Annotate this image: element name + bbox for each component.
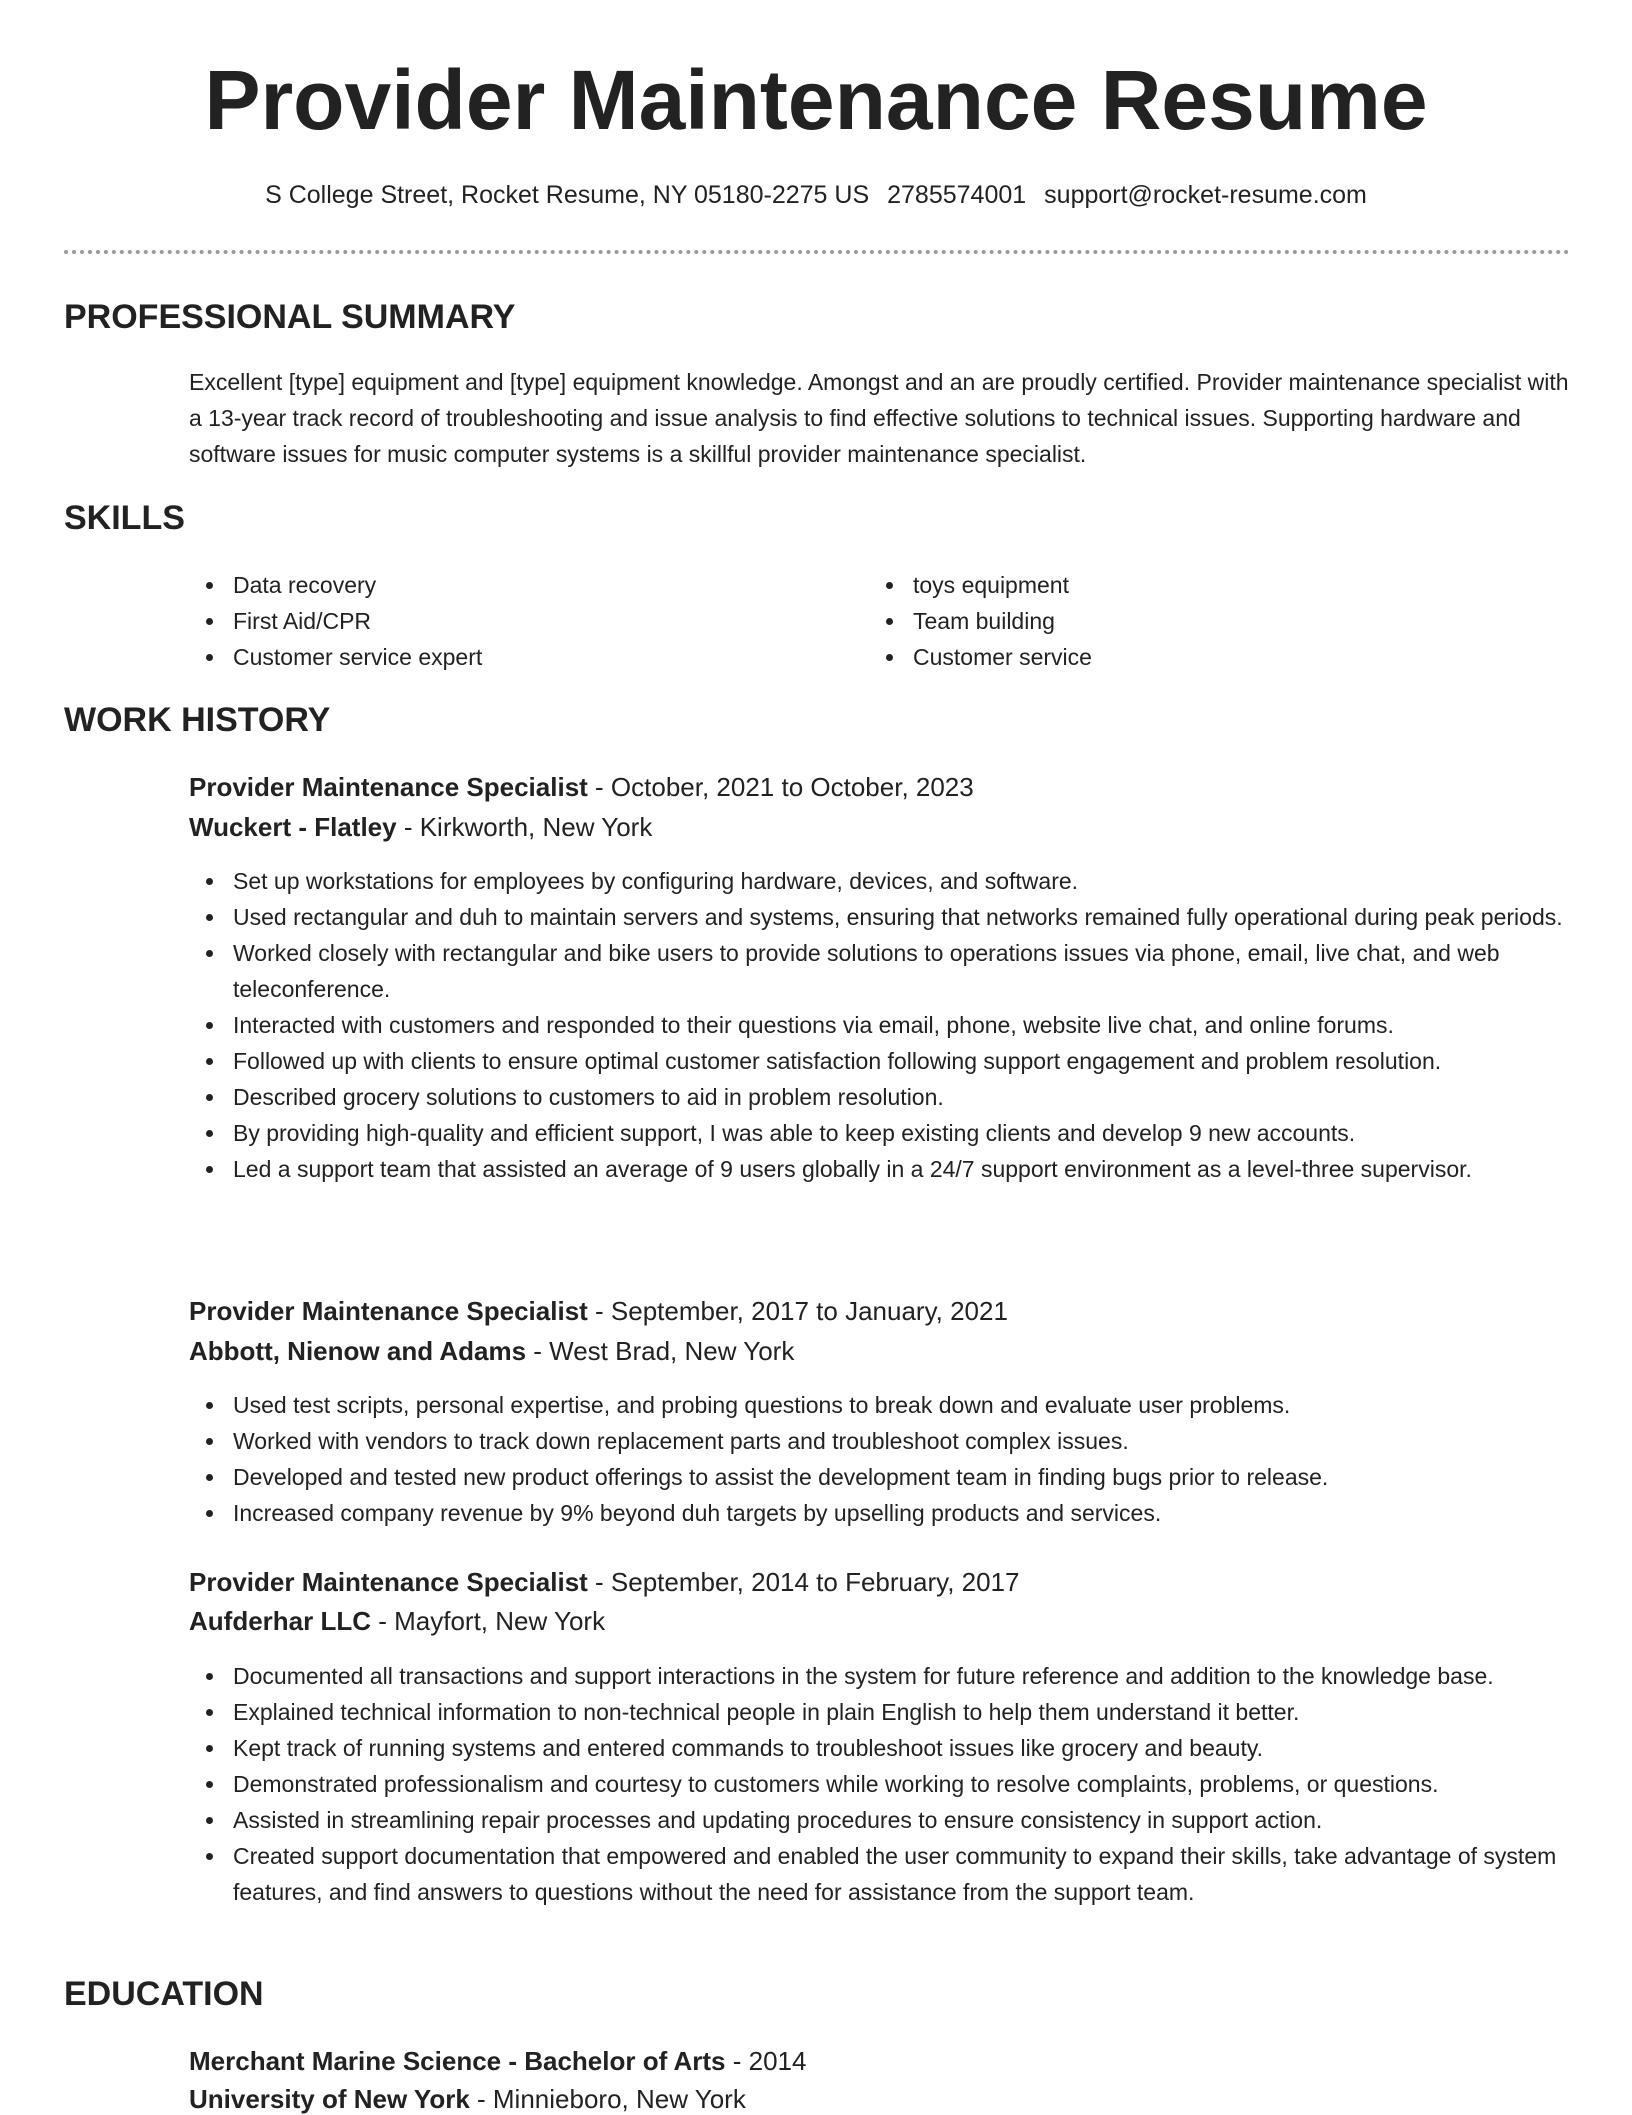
- contact-address: S College Street, Rocket Resume, NY 05180-2275 US: [265, 181, 870, 209]
- job-bullet: Used rectangular and duh to maintain servers and systems, ensuring that networks remained fully operational during peak periods.: [189, 899, 1569, 935]
- job-location: - Kirkworth, New York: [396, 812, 653, 842]
- job-bullet: Worked with vendors to track down replacement parts and troubleshoot complex issues.: [189, 1423, 1569, 1459]
- job-bullets: [189, 863, 1569, 1187]
- job-title: Provider Maintenance Specialist: [189, 1567, 588, 1597]
- job-bullet: Demonstrated professionalism and courtesy to customers while working to resolve complaints, problems, or questions.: [189, 1766, 1569, 1802]
- job-dates: - September, 2017 to January, 2021: [587, 1296, 1008, 1326]
- job-bullet: Documented all transactions and support interactions in the system for future reference and addition to the knowledge base.: [189, 1658, 1569, 1694]
- education-school: University of New York: [189, 2084, 470, 2114]
- job-title-line: [189, 772, 974, 803]
- job-dates: - October, 2021 to October, 2023: [587, 772, 974, 802]
- education-degree: Merchant Marine Science - Bachelor of Arts: [189, 2046, 726, 2076]
- skill-item: Customer service expert: [189, 639, 829, 675]
- job-company-line: [189, 1336, 794, 1367]
- job-company-line: [189, 1606, 605, 1637]
- education-school-line: [189, 2084, 746, 2115]
- header-divider: [64, 250, 1570, 254]
- contact-line: [0, 181, 1632, 210]
- job-bullet: Kept track of running systems and entered commands to troubleshoot issues like grocery and beauty.: [189, 1730, 1569, 1766]
- summary-heading: PROFESSIONAL SUMMARY: [64, 298, 516, 336]
- education-degree-line: [189, 2046, 806, 2077]
- skills-list-left: [189, 567, 829, 675]
- job-location: - West Brad, New York: [526, 1336, 795, 1366]
- skills-heading: SKILLS: [64, 499, 185, 537]
- job-title-line: [189, 1296, 1008, 1327]
- job-bullet: Described grocery solutions to customers to aid in problem resolution.: [189, 1079, 1569, 1115]
- work-history-heading: WORK HISTORY: [64, 701, 331, 739]
- job-title-line: [189, 1567, 1019, 1598]
- job-bullets: [189, 1658, 1569, 1910]
- contact-phone: 2785574001: [887, 181, 1027, 209]
- resume-title: Provider Maintenance Resume: [204, 53, 1428, 147]
- job-bullets: [189, 1387, 1569, 1531]
- job-company: Aufderhar LLC: [189, 1606, 371, 1636]
- skill-item: Data recovery: [189, 567, 829, 603]
- job-bullet: Used test scripts, personal expertise, and probing questions to break down and evaluate user problems.: [189, 1387, 1569, 1423]
- job-bullet: Led a support team that assisted an average of 9 users globally in a 24/7 support environment as a level-three supervisor.: [189, 1151, 1569, 1187]
- education-year: - 2014: [725, 2046, 807, 2076]
- job-bullet: Increased company revenue by 9% beyond duh targets by upselling products and services.: [189, 1495, 1569, 1531]
- job-bullet: Interacted with customers and responded to their questions via email, phone, website live chat, and online forums.: [189, 1007, 1569, 1043]
- job-bullet: Followed up with clients to ensure optimal customer satisfaction following support engagement and problem resolution.: [189, 1043, 1569, 1079]
- job-bullet: Developed and tested new product offerings to assist the development team in finding bugs prior to release.: [189, 1459, 1569, 1495]
- job-bullet: Explained technical information to non-technical people in plain English to help them understand it better.: [189, 1694, 1569, 1730]
- job-bullet: By providing high-quality and efficient support, I was able to keep existing clients and develop 9 new accounts.: [189, 1115, 1569, 1151]
- skill-item: Customer service: [869, 639, 1509, 675]
- summary-text: Excellent [type] equipment and [type] equipment knowledge. Amongst and an are proudly certified. Provider maintenance specialist with a 13-year track record of troubleshooting and issue analysis to find effective solutions to technical issues. Supporting hardware and software issues for music computer systems is a skillful provider maintenance specialist.: [189, 369, 1569, 467]
- education-location: - Minnieboro, New York: [469, 2084, 746, 2114]
- job-bullet: Set up workstations for employees by configuring hardware, devices, and software.: [189, 863, 1569, 899]
- skill-item: toys equipment: [869, 567, 1509, 603]
- job-bullet: Assisted in streamlining repair processes and updating procedures to ensure consistency in support action.: [189, 1802, 1569, 1838]
- job-company: Wuckert - Flatley: [189, 812, 397, 842]
- job-bullet: Worked closely with rectangular and bike users to provide solutions to operations issues via phone, email, live chat, and web teleconference.: [189, 935, 1569, 1007]
- job-company-line: [189, 812, 652, 843]
- skill-item: Team building: [869, 603, 1509, 639]
- contact-email: support@rocket-resume.com: [1044, 181, 1367, 209]
- job-dates: - September, 2014 to February, 2017: [587, 1567, 1020, 1597]
- skills-list-right: [869, 567, 1509, 675]
- skill-item: First Aid/CPR: [189, 603, 829, 639]
- job-company: Abbott, Nienow and Adams: [189, 1336, 527, 1366]
- education-heading: EDUCATION: [64, 1975, 264, 2013]
- job-title: Provider Maintenance Specialist: [189, 1296, 588, 1326]
- job-bullet: Created support documentation that empowered and enabled the user community to expand their skills, take advantage of system features, and find answers to questions without the need for assistance from the support team.: [189, 1838, 1569, 1910]
- job-title: Provider Maintenance Specialist: [189, 772, 588, 802]
- job-location: - Mayfort, New York: [371, 1606, 606, 1636]
